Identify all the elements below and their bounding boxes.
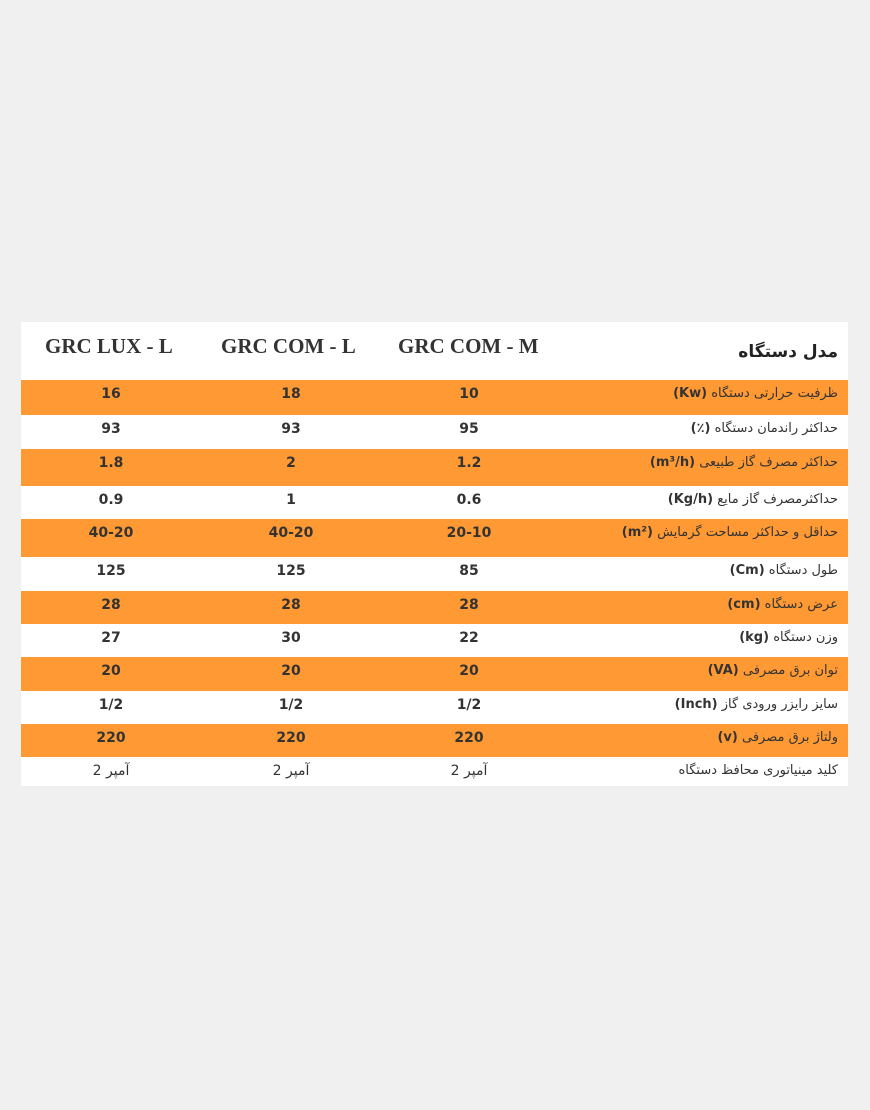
spec-label-text: حداکثر راندمان دستگاه [714, 421, 838, 436]
table-cell-value: 220 [454, 730, 484, 746]
table-row [21, 757, 848, 786]
spec-unit: (Cm) [729, 563, 765, 578]
table-cell-value: 125 [276, 563, 306, 579]
table-cell-value: 2 [286, 455, 296, 471]
table-row [21, 724, 848, 757]
table-cell-value: 85 [459, 563, 479, 579]
table-cell-value: 220 [276, 730, 306, 746]
spec-label-text: کلید مینیاتوری محافظ دستگاه [678, 763, 838, 778]
table-row [21, 624, 848, 657]
spec-unit: (kg) [739, 630, 770, 645]
spec-label-text: عرض دستگاه [764, 597, 838, 612]
table-cell-value: 40-20 [88, 525, 134, 541]
column-title-model: مدل دستگاه [738, 342, 838, 362]
table-cell-value: 2 آمپر [272, 763, 310, 779]
table-cell-value: 1/2 [278, 697, 304, 713]
table-cell-value: 220 [96, 730, 126, 746]
table-cell-label [717, 730, 838, 745]
spec-label-text: حداقل و حداکثر مساحت گرمایش [657, 525, 838, 540]
table-cell-value: 1.8 [98, 455, 124, 471]
table-cell-value: 20-10 [446, 525, 492, 541]
spec-label-text: ظرفیت حرارتی دستگاه [711, 386, 838, 401]
spec-unit: (٪) [690, 421, 711, 436]
table-cell-value: 1/2 [456, 697, 482, 713]
table-cell-label [691, 421, 838, 436]
table-cell-value: 0.6 [456, 492, 482, 508]
table-cell-value: 28 [459, 597, 479, 613]
table-cell-value: 30 [281, 630, 301, 646]
table-row [21, 557, 848, 591]
model-name-lux-l: GRC LUX - L [45, 334, 173, 358]
table-row [21, 519, 848, 557]
table-cell-value: 2 آمپر [92, 763, 130, 779]
table-cell-value: 1/2 [98, 697, 124, 713]
spec-unit: (Inch) [674, 697, 718, 712]
table-row [21, 415, 848, 449]
spec-label-text: حداکثرمصرف گاز مایع [717, 492, 838, 507]
table-cell-value: 18 [281, 386, 301, 402]
spec-label-text: سایز رایزر ورودی گاز [721, 697, 838, 712]
table-cell-value: 125 [96, 563, 126, 579]
table-cell-label [673, 386, 838, 401]
table-cell-label [739, 630, 838, 645]
table-cell-label [650, 455, 838, 470]
model-name-com-l: GRC COM - L [221, 334, 356, 358]
table-row [21, 657, 848, 691]
spec-unit: (m²) [621, 525, 653, 540]
spec-label-text: ولتاژ برق مصرفی [741, 730, 838, 745]
spec-unit: (m³/h) [649, 455, 696, 470]
table-cell-value: 93 [101, 421, 121, 437]
table-cell-label [622, 525, 838, 540]
table-cell-value: 1 [286, 492, 296, 508]
table-cell-value: 95 [459, 421, 479, 437]
table-row [21, 449, 848, 486]
table-cell-label [708, 663, 838, 678]
table-cell-value: 16 [101, 386, 121, 402]
table-row [21, 691, 848, 724]
spec-unit: (cm) [727, 597, 761, 612]
table-cell-value: 0.9 [98, 492, 124, 508]
table-cell-value: 28 [101, 597, 121, 613]
table-cell-value: 20 [459, 663, 479, 679]
table-cell-label [668, 492, 838, 507]
table-cell-value: 2 آمپر [450, 763, 488, 779]
table-cell-value: 22 [459, 630, 479, 646]
model-name-com-m: GRC COM - M [398, 334, 539, 358]
spec-table [21, 322, 848, 786]
spec-unit: (VA) [707, 663, 739, 678]
table-cell-label [678, 763, 838, 778]
table-cell-label [727, 597, 838, 612]
table-cell-value: 1.2 [456, 455, 482, 471]
table-cell-value: 20 [101, 663, 121, 679]
table-cell-label [675, 697, 838, 712]
spec-unit: (Kw) [673, 386, 708, 401]
table-cell-value: 27 [101, 630, 121, 646]
table-row [21, 591, 848, 624]
table-header [21, 322, 848, 380]
table-cell-value: 93 [281, 421, 301, 437]
table-row [21, 486, 848, 519]
table-cell-value: 10 [459, 386, 479, 402]
spec-label-text: وزن دستگاه [773, 630, 838, 645]
table-cell-label [730, 563, 838, 578]
table-cell-value: 28 [281, 597, 301, 613]
spec-label-text: حداکثر مصرف گاز طبیعی [699, 455, 838, 470]
spec-label-text: توان برق مصرفی [742, 663, 838, 678]
table-cell-value: 20 [281, 663, 301, 679]
spec-label-text: طول دستگاه [768, 563, 838, 578]
spec-unit: (v) [717, 730, 738, 745]
table-row [21, 380, 848, 415]
spec-unit: (Kg/h) [667, 492, 714, 507]
table-cell-value: 40-20 [268, 525, 314, 541]
